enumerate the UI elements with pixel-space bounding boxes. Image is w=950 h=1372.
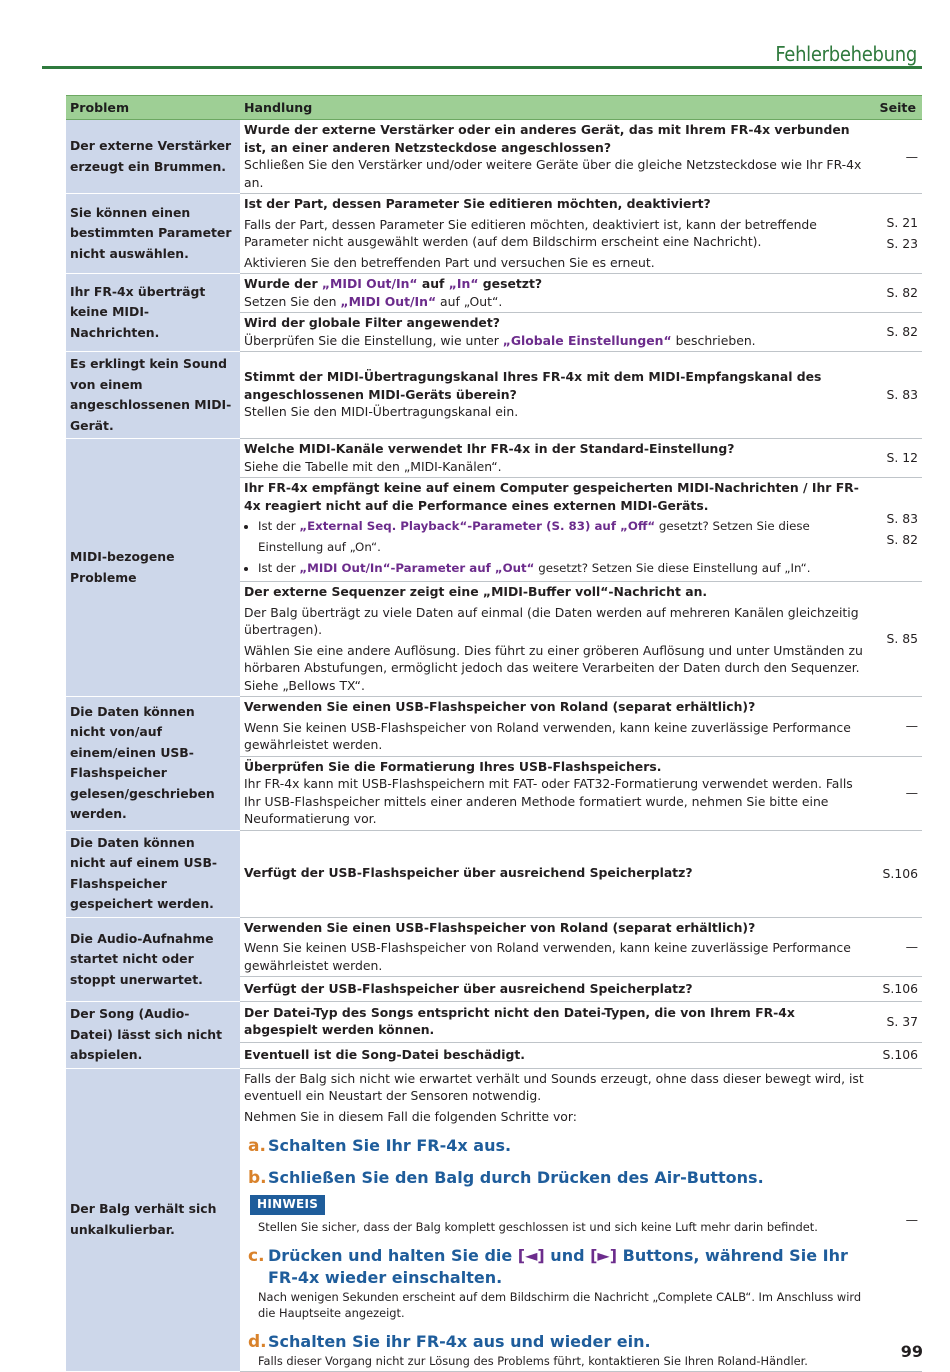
text-segment: gesetzt? Setzen Sie diese Einstellung auf „In“. [534, 561, 811, 575]
table-row [66, 917, 922, 977]
page-ref-1: S. 21 [886, 215, 918, 230]
page-ref: S. 82 [869, 313, 922, 352]
answer-text: Der Balg überträgt zu viele Daten auf einmal (die Daten werden auf mehreren Kanälen gleichzeitig übertragen). [244, 604, 859, 637]
page-number: 99 [900, 1342, 923, 1361]
header-action: Handlung [240, 96, 869, 120]
action-cell [240, 830, 869, 917]
action-cell [240, 120, 869, 194]
question-text: Verfügt der USB-Flashspeicher über ausreichend Speicherplatz? [244, 980, 693, 996]
step-letter: c. [248, 1245, 265, 1266]
page-ref [869, 478, 922, 582]
table-row [66, 830, 922, 917]
step-note: Nach wenigen Sekunden erscheint auf dem Bildschirm die Nachricht „Complete CALB“. Im Anschluss wird die Hauptseite angezeigt. [258, 1289, 862, 1320]
highlight-term: „In“ [448, 276, 479, 291]
question-text: Eventuell ist die Song-Datei beschädigt. [244, 1046, 526, 1062]
answer-text: Falls der Part, dessen Parameter Sie editieren möchten, deaktiviert ist, kann der betreffende Parameter nicht ausgewählt werden (auf dem Bildschirm erscheint eine Nachricht). [244, 216, 817, 249]
text-segment: Drücken und halten Sie die [268, 1245, 518, 1265]
text-segment: beschrieben. [671, 332, 756, 348]
step-text: Schalten Sie ihr FR-4x aus und wieder ein. [268, 1331, 651, 1351]
hinweis-badge: HINWEIS [250, 1195, 325, 1215]
answer-text: Wenn Sie keinen USB-Flashspeicher von Roland verwenden, kann keine zuverlässige Performance gewährleistet werden. [244, 719, 851, 752]
problem-cell: Ihr FR-4x überträgt keine MIDI-Nachrichten. [66, 274, 240, 352]
step-d [244, 1331, 865, 1353]
table-row [66, 439, 922, 478]
answer-text: Siehe die Tabelle mit den „MIDI-Kanälen“. [244, 458, 502, 474]
step-c [244, 1245, 865, 1289]
table-row [66, 1068, 922, 1371]
problem-cell: Es erklingt kein Sound von einem angeschlossenen MIDI-Gerät. [66, 352, 240, 439]
problem-cell: Die Audio-Aufnahme startet nicht oder stoppt unerwartet. [66, 917, 240, 1002]
question-text: Der externe Sequenzer zeigt eine „MIDI-Buffer voll“-Nachricht an. [244, 584, 708, 599]
action-cell [240, 313, 869, 352]
page-ref: — [869, 697, 922, 757]
question-text: Wurde der externe Verstärker oder ein anderes Gerät, das mit Ihrem FR-4x verbunden ist, an einer anderen Netzsteckdose angeschlossen? [244, 122, 850, 155]
page-ref: — [869, 1068, 922, 1371]
page-ref: — [869, 756, 922, 830]
answer-text [244, 293, 865, 311]
text-segment: Setzen Sie den [244, 293, 341, 309]
text-segment: gesetzt? [478, 276, 543, 291]
action-cell [240, 917, 869, 977]
problem-cell: Sie können einen bestimmten Parameter nicht auswählen. [66, 194, 240, 274]
problem-cell: Der externe Verstärker erzeugt ein Brummen. [66, 120, 240, 194]
question-text: Ihr FR-4x empfängt keine auf einem Computer gespeicherten MIDI-Nachrichten / Ihr FR-4x reagiert nicht auf die Performance eines externen MIDI-Geräts. [244, 480, 859, 513]
text-segment: gesetzt? Setzen Sie diese Einstellung auf „On“. [258, 519, 810, 554]
highlight-term: „MIDI Out/In“-Parameter auf „Out“ [299, 561, 535, 575]
answer-text: Falls der Balg sich nicht wie erwartet verhält und Sounds erzeugt, ohne dass dieser bewegt wird, ist eventuell ein Neustart der Sensoren notwendig. [244, 1070, 864, 1103]
page-ref: — [869, 120, 922, 194]
page-ref: S.106 [869, 830, 922, 917]
text-segment: Überprüfen Sie die Einstellung, wie unter [244, 332, 503, 348]
table-row [66, 120, 922, 194]
problem-cell: Die Daten können nicht von/auf einem/einen USB-Flashspeicher gelesen/geschrieben werden. [66, 697, 240, 831]
answer-text: Aktivieren Sie den betreffenden Part und versuchen Sie es erneut. [244, 254, 655, 270]
action-cell [240, 756, 869, 830]
highlight-term: „Globale Einstellungen“ [502, 332, 672, 348]
text-segment: auf [417, 276, 449, 291]
question-text: Verfügt der USB-Flashspeicher über ausreichend Speicherplatz? [244, 865, 693, 881]
step-letter: a. [248, 1136, 266, 1156]
hinweis-text: Stellen Sie sicher, dass der Balg komplett geschlossen ist und sich keine Luft mehr darin befindet. [258, 1219, 818, 1234]
page-ref: S. 12 [869, 439, 922, 478]
text-segment: Wurde der [244, 276, 322, 291]
bullet-list [244, 516, 865, 579]
section-rule [42, 66, 922, 69]
section-title: Fehlerbehebung [775, 42, 917, 66]
action-cell [240, 194, 869, 274]
step-b [244, 1167, 865, 1189]
step-text [268, 1245, 865, 1289]
page-ref-1: S. 83 [886, 511, 918, 526]
page-ref: S. 82 [869, 274, 922, 313]
text-segment: Ist der [258, 561, 300, 575]
page-ref: S. 37 [869, 1002, 922, 1043]
highlight-term: „MIDI Out/In“ [321, 276, 418, 291]
action-cell [240, 439, 869, 478]
table-header-row [66, 96, 922, 120]
problem-cell: Die Daten können nicht auf einem USB-Flashspeicher gespeichert werden. [66, 830, 240, 917]
answer-text [244, 332, 865, 350]
action-cell [240, 1042, 869, 1068]
problem-cell: Der Balg verhält sich unkalkulierbar. [66, 1068, 240, 1371]
header-page: Seite [869, 96, 922, 120]
action-cell [240, 1068, 869, 1371]
step-letter: d. [248, 1331, 267, 1352]
question-text: Ist der Part, dessen Parameter Sie editieren möchten, deaktiviert? [244, 196, 711, 211]
problem-cell: MIDI-bezogene Probleme [66, 439, 240, 697]
text-segment: Ist der [258, 519, 300, 533]
action-cell [240, 697, 869, 757]
answer-text: Nehmen Sie in diesem Fall die folgenden Schritte vor: [244, 1108, 577, 1124]
highlight-term: „MIDI Out/In“ [340, 293, 437, 309]
step-a [244, 1135, 865, 1157]
text-segment: auf „Out“. [436, 293, 503, 309]
page-ref [869, 194, 922, 274]
step-note: Falls dieser Vorgang nicht zur Lösung des Problems führt, kontaktieren Sie Ihren Roland-Händler. [258, 1353, 808, 1368]
table-row [66, 274, 922, 313]
list-item [258, 558, 865, 579]
action-cell [240, 1002, 869, 1043]
step-letter: b. [248, 1168, 267, 1188]
step-text: Schließen Sie den Balg durch Drücken des Air-Buttons. [268, 1168, 764, 1187]
answer-text: Stellen Sie den MIDI-Übertragungskanal ein. [244, 404, 519, 420]
page-ref-2: S. 82 [886, 532, 918, 547]
question-text: Welche MIDI-Kanäle verwendet Ihr FR-4x in der Standard-Einstellung? [244, 441, 735, 456]
answer-text: Wählen Sie eine andere Auflösung. Dies führt zu einer gröberen Auflösung und unter Umständen zu hörbaren Abstufungen, ermöglicht jedoch das weitere Verarbeiten der Daten durch den Sequenzer. Siehe „Bellows TX“. [244, 642, 863, 693]
question-text [244, 275, 865, 293]
page-ref-2: S. 23 [886, 236, 918, 251]
answer-text: Ihr FR-4x kann mit USB-Flashspeichern mit FAT- oder FAT32-Formatierung verwendet werden. Falls Ihr USB-Flashspeicher mittels einer anderen Methode formatiert wurde, nehmen Sie bitte eine Neuformatierung vor. [244, 776, 853, 826]
question-text: Überprüfen Sie die Formatierung Ihres USB-Flashspeichers. [244, 758, 662, 774]
action-cell [240, 977, 869, 1002]
question-text: Wird der globale Filter angewendet? [244, 315, 500, 330]
question-text: Stimmt der MIDI-Übertragungskanal Ihres FR-4x mit dem MIDI-Empfangskanal des angeschlossenen MIDI-Geräts überein? [244, 369, 822, 402]
table-row [66, 352, 922, 439]
highlight-term: „External Seq. Playback“-Parameter (S. 83) auf „Off“ [299, 519, 656, 533]
answer-text: Schließen Sie den Verstärker und/oder weitere Geräte über die gleiche Netzsteckdose wie Ihr FR-4x an. [244, 157, 862, 190]
header-problem: Problem [66, 96, 240, 120]
table-row [66, 697, 922, 757]
page-ref: S. 85 [869, 582, 922, 697]
list-item [258, 516, 865, 558]
step-text: Schalten Sie Ihr FR-4x aus. [268, 1136, 512, 1155]
table-row [66, 1002, 922, 1043]
action-cell [240, 352, 869, 439]
page-ref: S.106 [869, 1042, 922, 1068]
action-cell [240, 478, 869, 582]
troubleshooting-table [66, 95, 922, 1372]
question-text: Verwenden Sie einen USB-Flashspeicher von Roland (separat erhältlich)? [244, 919, 756, 935]
text-segment: Buttons, während Sie Ihr FR-4x wieder einschalten. [268, 1245, 848, 1287]
answer-text: Wenn Sie keinen USB-Flashspeicher von Roland verwenden, kann keine zuverlässige Performance gewährleistet werden. [244, 940, 851, 973]
action-cell [240, 582, 869, 697]
problem-cell: Der Song (Audio-Datei) lässt sich nicht abspielen. [66, 1002, 240, 1069]
page-ref: S. 83 [869, 352, 922, 439]
left-button-label: [◄] [517, 1245, 545, 1265]
page-ref: S.106 [869, 977, 922, 1002]
page-ref: — [869, 917, 922, 977]
text-segment: und [544, 1245, 591, 1265]
table-row [66, 194, 922, 274]
right-button-label: [►] [590, 1245, 618, 1265]
question-text: Verwenden Sie einen USB-Flashspeicher von Roland (separat erhältlich)? [244, 699, 756, 714]
question-text: Der Datei-Typ des Songs entspricht nicht den Datei-Typen, die von Ihrem FR-4x abgespielt werden können. [244, 1004, 795, 1038]
action-cell [240, 274, 869, 313]
